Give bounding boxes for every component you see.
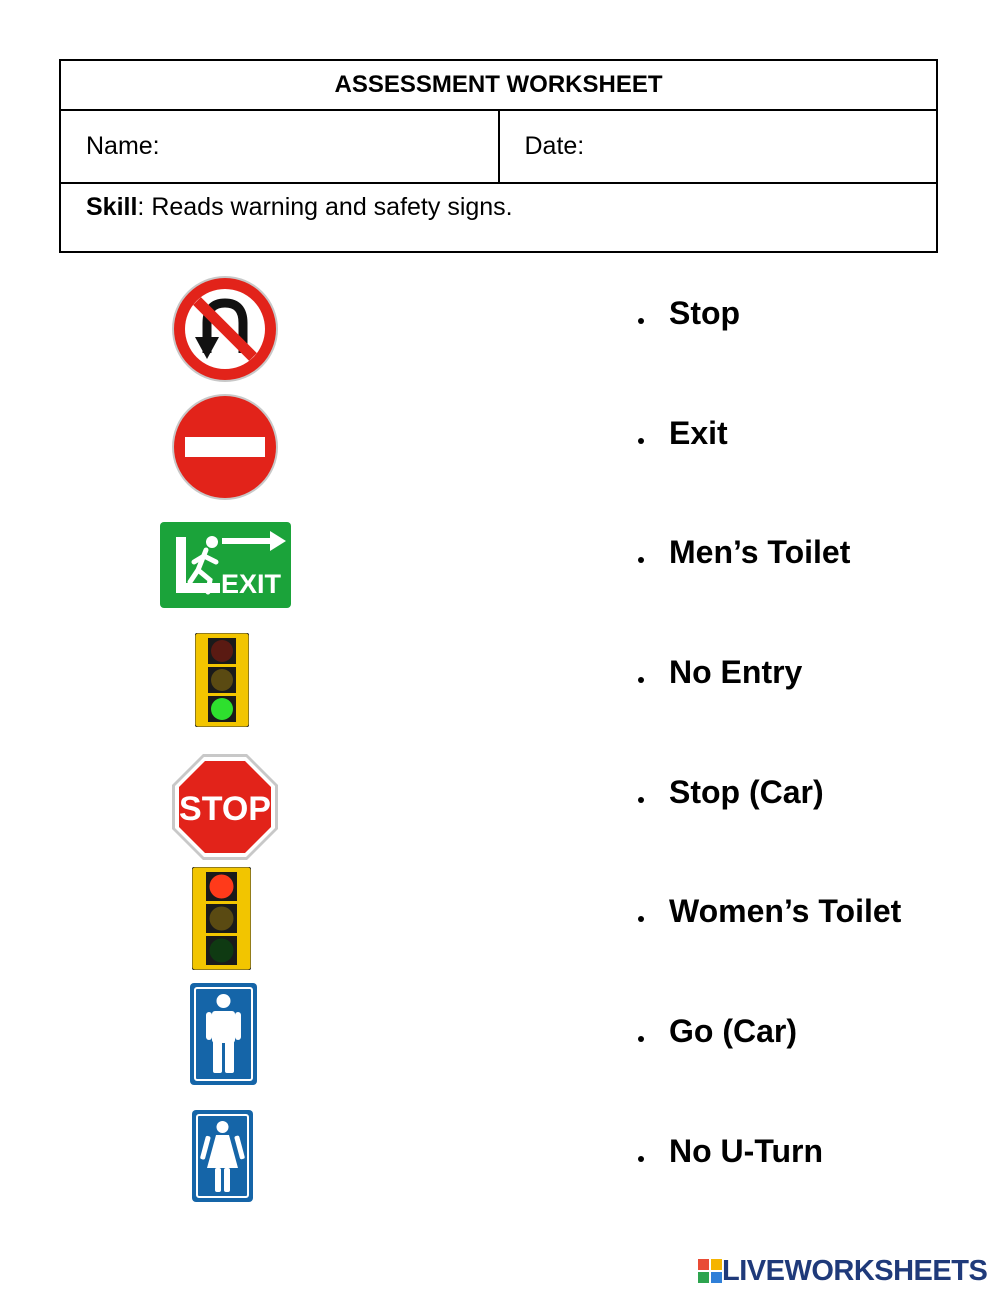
name-date-row	[61, 111, 936, 184]
option-no-u-turn[interactable]: No U-Turn	[669, 1133, 824, 1169]
womens-toilet-sign-icon[interactable]	[192, 1110, 253, 1202]
name-field[interactable]	[61, 111, 500, 182]
exit-sign-text: EXIT	[221, 569, 282, 599]
bullet-icon	[638, 797, 644, 803]
bullet-icon	[638, 916, 644, 922]
logo-text: LIVEWORKSHEETS	[722, 1254, 988, 1287]
no-entry-sign-icon[interactable]	[171, 393, 279, 501]
name-label: Name:	[86, 132, 160, 160]
skill-label: Skill	[86, 193, 138, 221]
stop-sign-icon[interactable]	[171, 753, 279, 861]
worksheet-title: ASSESSMENT WORKSHEET	[61, 61, 936, 111]
date-label: Date:	[524, 132, 585, 160]
date-field[interactable]	[500, 111, 937, 182]
no-u-turn-sign-icon[interactable]	[171, 275, 279, 383]
mens-toilet-sign-icon[interactable]	[190, 983, 257, 1085]
option-go-car[interactable]: Go (Car)	[669, 1013, 797, 1049]
liveworksheets-logo	[698, 1255, 987, 1287]
bullet-icon	[638, 557, 644, 563]
skill-text: : Reads warning and safety signs.	[137, 193, 513, 221]
option-womens-toilet[interactable]: Women’s Toilet	[669, 893, 902, 929]
bullet-icon	[638, 438, 644, 444]
bullet-icon	[638, 1156, 644, 1162]
traffic-light-red-icon[interactable]	[192, 867, 251, 970]
stop-sign-text: STOP	[179, 790, 271, 828]
logo-blocks-icon	[698, 1259, 722, 1283]
option-mens-toilet[interactable]: Men’s Toilet	[669, 534, 851, 570]
worksheet-header-table	[59, 59, 938, 253]
bullet-icon	[638, 318, 644, 324]
traffic-light-green-icon[interactable]	[195, 633, 249, 727]
exit-sign-icon[interactable]	[160, 522, 291, 608]
bullet-icon	[638, 1036, 644, 1042]
option-exit[interactable]: Exit	[669, 415, 728, 451]
option-no-entry[interactable]: No Entry	[669, 654, 803, 690]
skill-row	[61, 184, 936, 222]
option-stop-car[interactable]: Stop (Car)	[669, 774, 824, 810]
bullet-icon	[638, 677, 644, 683]
option-stop[interactable]: Stop	[669, 295, 741, 331]
